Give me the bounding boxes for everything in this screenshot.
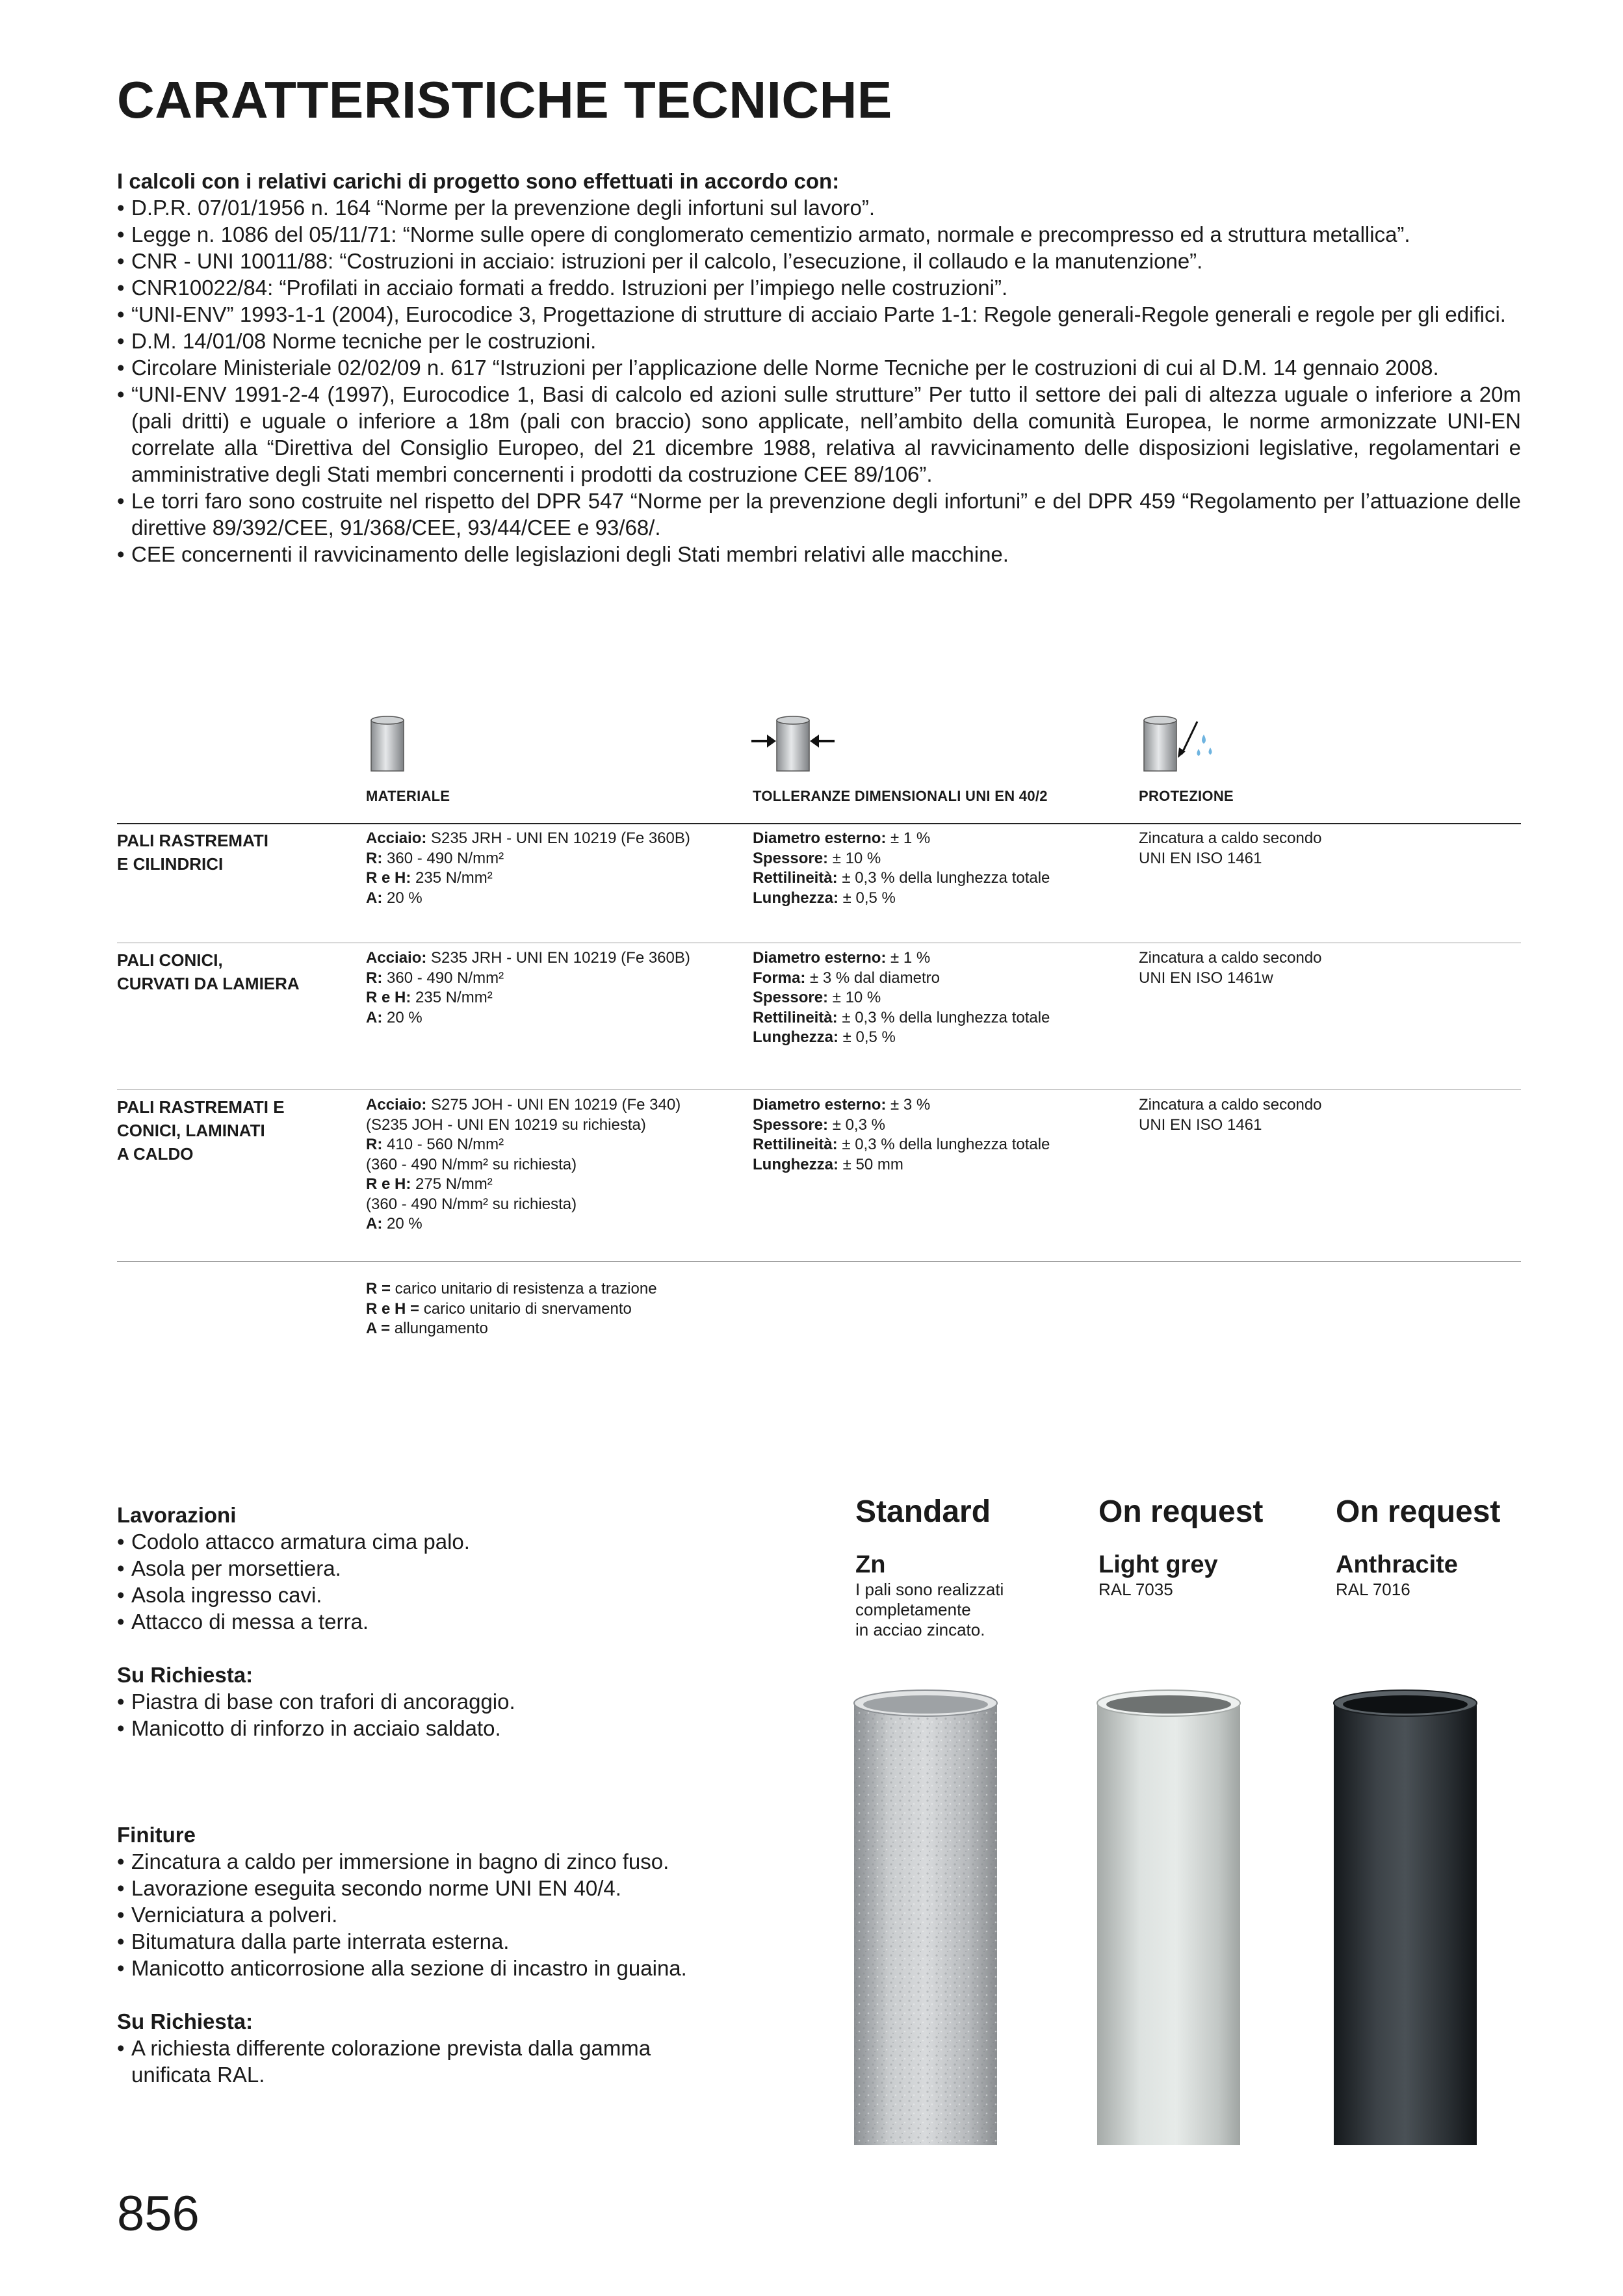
row-divider — [117, 1089, 1521, 1090]
norms-intro — [117, 168, 1521, 567]
section-subtitle: Su Richiesta: — [117, 2009, 253, 2033]
norms-list — [117, 194, 1521, 567]
protezione-cell: Zincatura a caldo secondo UNI EN ISO 1461 — [1139, 1096, 1322, 1134]
column-header-tolleranze: TOLLERANZE DIMENSIONALI UNI EN 40/2 — [753, 788, 1048, 804]
finish-name: Light grey — [1098, 1551, 1218, 1578]
materiale-cell: Acciaio: S235 JRH - UNI EN 10219 (Fe 360B) R: 360 - 490 N/mm² R e H: 235 N/mm² A: 20 % — [366, 829, 690, 907]
section-title: Finiture — [117, 1823, 196, 1847]
norm-item: • Circolare Ministeriale 02/02/09 n. 617 “Istruzioni per l’applicazione delle Norme Tecniche per le costruzioni di cui al D.M. 14 gennaio 2008. — [117, 354, 1521, 381]
tolerance-icon — [747, 715, 838, 774]
protezione-cell: Zincatura a caldo secondo UNI EN ISO 1461w — [1139, 949, 1322, 987]
lavorazioni-section — [117, 1502, 515, 1742]
norms-lead: I calcoli con i relativi carichi di progetto sono effettuati in accordo con: — [117, 169, 840, 193]
finish-ral-code: RAL 7016 — [1336, 1580, 1410, 1599]
row-divider — [117, 1261, 1521, 1262]
finiture-section — [117, 1821, 728, 2088]
list-item: • Attacco di messa a terra. — [117, 1608, 515, 1635]
list-item: • Verniciatura a polveri. — [117, 1901, 728, 1928]
tolleranze-cell: Diametro esterno: ± 3 % Spessore: ± 0,3 % Rettilineità: ± 0,3 % della lunghezza totale Lunghezza: ± 50 mm — [753, 1096, 1050, 1173]
tolleranze-cell: Diametro esterno: ± 1 % Spessore: ± 10 % Rettilineità: ± 0,3 % della lunghezza totale Lunghezza: ± 0,5 % — [753, 829, 1050, 907]
norm-item: • CEE concernenti il ravvicinamento delle legislazioni degli Stati membri relativi alle macchine. — [117, 541, 1521, 567]
finish-standard — [855, 1494, 1089, 1640]
norm-item: • “UNI-ENV” 1993-1-1 (2004), Eurocodice 3, Progettazione di strutture di acciaio Parte 1-1: Regole generali-Regole generali e regole per gli edifici. — [117, 301, 1521, 328]
row-title: PALI RASTREMATI E CILINDRICI — [117, 831, 269, 874]
norm-item: • D.P.R. 07/01/1956 n. 164 “Norme per la prevenzione degli infortuni sul lavoro”. — [117, 194, 1521, 221]
pipe-icon — [366, 715, 411, 774]
list-item: • Piastra di base con trafori di ancoraggio. — [117, 1688, 515, 1715]
list-item: • Bitumatura dalla parte interrata esterna. — [117, 1928, 728, 1955]
list-item: • Asola per morsettiera. — [117, 1555, 515, 1582]
page-number: 856 — [117, 2186, 200, 2241]
list-item: • A richiesta differente colorazione prevista dalla gamma unificata RAL. — [117, 2035, 728, 2088]
table-legend: R = carico unitario di resistenza a trazione R e H = carico unitario di snervamento A = allungamento — [366, 1280, 657, 1337]
list-item: • Manicotto anticorrosione alla sezione di incastro in guaina. — [117, 1955, 728, 1981]
list-item: • Asola ingresso cavi. — [117, 1582, 515, 1608]
row-title: PALI CONICI, CURVATI DA LAMIERA — [117, 950, 300, 993]
protection-icon — [1139, 715, 1223, 774]
section-subtitle: Su Richiesta: — [117, 1663, 253, 1687]
norm-item: • “UNI-ENV 1991-2-4 (1997), Eurocodice 1, Basi di calcolo ed azioni sulle strutture” Per tutto il settore dei pali di altezza uguale o inferiore a 20m (pali dritti) e uguale o inferiore a 18m (pali con braccio) sono applicate, nell’ambito della comunità Europea, le norme armonizzate UNI-EN correlate alla “Direttiva del Consiglio Europeo, del 21 dicembre 1988, relativa al ravvicinamento delle disposizioni legislative, regolamentari e amministrative degli Stati membri concernenti i prodotti da costruzione CEE 89/106”. — [117, 381, 1521, 488]
list-item: • Manicotto di rinforzo in acciaio saldato. — [117, 1715, 515, 1742]
finish-heading: Standard — [855, 1494, 991, 1529]
row-title: PALI RASTREMATI E CONICI, LAMINATI A CALDO — [117, 1097, 285, 1164]
finish-heading: On request — [1336, 1494, 1501, 1529]
finish-light-grey — [1098, 1494, 1332, 1600]
materiale-cell: Acciaio: S235 JRH - UNI EN 10219 (Fe 360B) R: 360 - 490 N/mm² R e H: 235 N/mm² A: 20 % — [366, 949, 690, 1026]
norm-item: • CNR - UNI 10011/88: “Costruzioni in acciaio: istruzioni per il calcolo, l’esecuzione, il collaudo e la manutenzione”. — [117, 248, 1521, 274]
finish-description: I pali sono realizzati completamente in acciao zincato. — [855, 1580, 1004, 1639]
finish-ral-code: RAL 7035 — [1098, 1580, 1173, 1599]
materiale-cell: Acciaio: S275 JOH - UNI EN 10219 (Fe 340) (S235 JOH - UNI EN 10219 su richiesta) R: 410 - 560 N/mm² (360 - 490 N/mm² su richiesta) R e H: 275 N/mm² (360 - 490 N/mm² su richiesta) A: 20 % — [366, 1096, 681, 1233]
page-title: CARATTERISTICHE TECNICHE — [117, 71, 892, 129]
column-header-protezione: PROTEZIONE — [1139, 788, 1234, 804]
tolleranze-cell: Diametro esterno: ± 1 % Forma: ± 3 % dal diametro Spessore: ± 10 % Rettilineità: ± 0,3 % della lunghezza totale Lunghezza: ± 0,5 % — [753, 949, 1050, 1046]
table-header-rule — [117, 823, 1521, 824]
light-grey-pipe-swatch — [1096, 1689, 1241, 2145]
list-item: • Codolo attacco armatura cima palo. — [117, 1528, 515, 1555]
protezione-cell: Zincatura a caldo secondo UNI EN ISO 1461 — [1139, 829, 1322, 867]
column-header-materiale: MATERIALE — [366, 788, 450, 804]
finish-heading: On request — [1098, 1494, 1264, 1529]
list-item: • Lavorazione eseguita secondo norme UNI EN 40/4. — [117, 1875, 728, 1901]
norm-item: • D.M. 14/01/08 Norme tecniche per le costruzioni. — [117, 328, 1521, 354]
finish-name: Zn — [855, 1551, 886, 1578]
galvanized-pipe-swatch — [853, 1689, 998, 2145]
norm-item: • CNR10022/84: “Profilati in acciaio formati a freddo. Istruzioni per l’impiego nelle costruzioni”. — [117, 274, 1521, 301]
norm-item: • Legge n. 1086 del 05/11/71: “Norme sulle opere di conglomerato cementizio armato, normale e precompresso ed a struttura metallica”. — [117, 221, 1521, 248]
anthracite-pipe-swatch — [1332, 1689, 1478, 2145]
list-item: • Zincatura a caldo per immersione in bagno di zinco fuso. — [117, 1848, 728, 1875]
finish-anthracite — [1336, 1494, 1570, 1600]
section-title: Lavorazioni — [117, 1503, 237, 1527]
finish-name: Anthracite — [1336, 1551, 1458, 1578]
norm-item: • Le torri faro sono costruite nel rispetto del DPR 547 “Norme per la prevenzione degli infortuni” e del DPR 459 “Regolamento per l’attuazione delle direttive 89/392/CEE, 91/368/CEE, 93/44/CEE e 93/68/. — [117, 488, 1521, 541]
